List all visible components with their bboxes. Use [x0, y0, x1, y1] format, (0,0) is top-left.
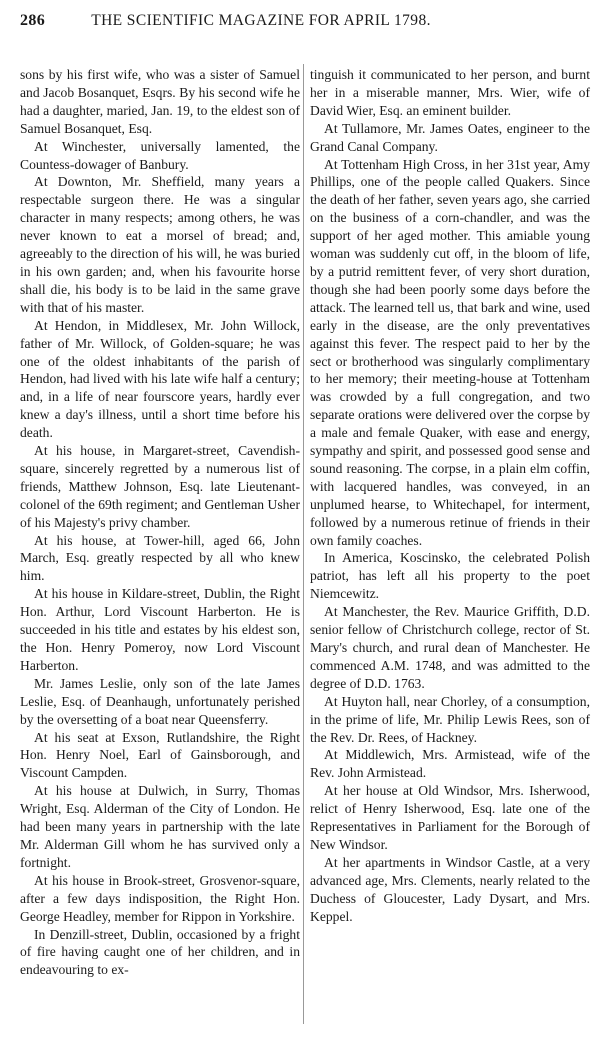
obituary-paragraph: At his seat at Exson, Rutlandshire, the Right Hon. Henry Noel, Earl of Gainsborough, and Viscount Campden. — [20, 729, 300, 781]
obituary-paragraph: At Downton, Mr. Sheffield, many years a respectable surgeon there. He was a singular character in many respects; among others, he was never known to eat a morsel of bread; and, agreeably to the direction of his will, he was buried in his own garden; and, when his favourite horse shall die, his body is to be laid in the same grave with that of his master. — [20, 174, 300, 315]
obituary-paragraph: At Huyton hall, near Chorley, of a consumption, in the prime of life, Mr. Philip Lewis Rees, son of the Rev. Dr. Rees, of Hackney. — [310, 693, 590, 745]
obituary-paragraph: At Tottenham High Cross, in her 31st year, Amy Phillips, one of the people called Quakers. Since the death of her father, seven years ago, she carried on the business of a corn-chandler, and was the support of her aged mother. This amiable young woman was suddenly cut off, in the bloom of life, by a putrid remittent fever, of very short duration, though she had been poorly some days before the attack. The learned tell us, that bark and wine, used early in the disease, are the only preventatives against this fever. The respect paid to her by the sect or brotherhood was singularly complimentary to her memory; their meeting-house at Tottenham was crowded by a full congregation, and two separate orations were delivered over the corpse by a male and female Quaker, with ease and energy, sympathy and spirit, and possessed good sense and sound reasoning. The corpse, in a plain elm coffin, with lacquered handles, was conveyed, in an unplumed hearse, to Whitechapel, for interment, followed by a numerous retinue of friends in their own family coaches. — [310, 156, 590, 548]
right-column — [310, 66, 590, 979]
obituary-paragraph: In Denzill-street, Dublin, occasioned by a fright of fire having caught one of her children, and in endeavouring to ex- — [20, 926, 300, 978]
obituary-paragraph: At his house at Dulwich, in Surry, Thomas Wright, Esq. Alderman of the City of London. He had been many years in partnership with the late Mr. Alderman Gill whom he has survived only a fortnight. — [20, 783, 300, 870]
obituary-paragraph: At Middlewich, Mrs. Armistead, wife of the Rev. John Armistead. — [310, 747, 590, 781]
obituary-paragraph: At Hendon, in Middlesex, Mr. John Willock, father of Mr. Willock, of Golden-square; he was one of the oldest inhabitants of the parish of Hendon, had lived with his late wife half a century; and, in a life of near fourscore years, hardly ever knew a day's illness, until a short time before his death. — [20, 317, 300, 441]
left-column — [20, 66, 300, 979]
obituary-paragraph: Mr. James Leslie, only son of the late James Leslie, Esq. of Deanhaugh, unfortunately perished by the oversetting of a boat near Queensferry. — [20, 675, 300, 727]
obituary-paragraph: At his house, at Tower-hill, aged 66, John March, Esq. greatly respected by all who knew him. — [20, 532, 300, 584]
obituary-paragraph: At his house in Brook-street, Grosvenor-square, after a few days indisposition, the Right Hon. George Headley, member for Rippon in Yorkshire. — [20, 872, 300, 924]
obituary-paragraph: At Winchester, universally lamented, the Countess-dowager of Banbury. — [20, 138, 300, 172]
obituary-paragraph: At Manchester, the Rev. Maurice Griffith, D.D. senior fellow of Christchurch college, rector of St. Mary's church, and rural dean of Manchester. He commenced A.M. 1748, and was admitted to the degree of D.D. 1763. — [310, 604, 590, 691]
obituary-paragraph: At his house, in Margaret-street, Cavendish-square, sincerely regretted by a numerous list of friends, Matthew Johnson, Esq. late Lieutenant-colonel of the 69th regiment; and Gentleman Usher of his Majesty's privy chamber. — [20, 443, 300, 530]
obituary-paragraph: At Tullamore, Mr. James Oates, engineer to the Grand Canal Company. — [310, 120, 590, 154]
page-header — [20, 12, 590, 46]
running-title: THE SCIENTIFIC MAGAZINE FOR APRIL 1798. — [91, 12, 431, 29]
obituary-paragraph: At her apartments in Windsor Castle, at a very advanced age, Mrs. Clements, nearly related to the Duchess of Gloucester, Lady Dysart, and Mrs. Keppel. — [310, 854, 590, 924]
obituary-paragraph: sons by his first wife, who was a sister of Samuel and Jacob Bosanquet, Esqrs. By his second wife he had a daughter, maried, Jan. 19, to the eldest son of Samuel Bosanquet, Esq. — [20, 67, 300, 136]
page-number: 286 — [20, 12, 46, 29]
obituary-paragraph: At her house at Old Windsor, Mrs. Isherwood, relict of Henry Isherwood, Esq. late one of the Representatives in Parliament for the Borough of New Windsor. — [310, 783, 590, 852]
obituary-paragraph: tinguish it communicated to her person, and burnt her in a miserable manner, Mrs. Wier, wife of David Wier, Esq. an eminent builder. — [310, 67, 590, 118]
obituary-paragraph: At his house in Kildare-street, Dublin, the Right Hon. Arthur, Lord Viscount Harberton. He is succeeded in his title and estates by his eldest son, the Hon. Henry Pomeroy, now Lord Viscount Harberton. — [20, 586, 300, 673]
obituary-paragraph: In America, Koscinsko, the celebrated Polish patriot, has left all his property to the poet Niemcewitz. — [310, 550, 590, 602]
text-columns — [20, 66, 590, 979]
